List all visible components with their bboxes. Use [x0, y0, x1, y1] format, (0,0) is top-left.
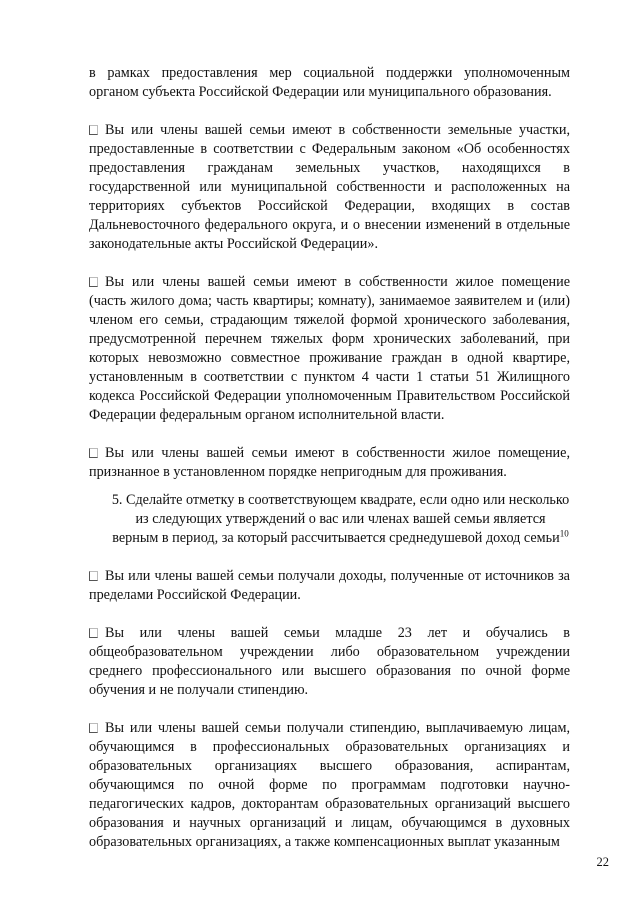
checkbox-item-unfit-housing [89, 444, 570, 482]
checkbox-icon[interactable] [89, 628, 98, 638]
checkbox-icon[interactable] [89, 723, 98, 733]
intro-paragraph: в рамках предоставления мер социальной поддержки уполномоченным органом субъекта Российской Федерации или муниципального образования. [89, 65, 570, 100]
footnote-reference[interactable]: 10 [559, 528, 569, 539]
checkbox-icon[interactable] [89, 277, 98, 287]
checkbox-item-residential-premises [89, 273, 570, 425]
checkbox-item-students-no-stipend [89, 624, 570, 700]
checkbox-item-land-plots [89, 121, 570, 254]
checkbox-icon[interactable] [89, 125, 98, 135]
checkbox-item-text: Вы или члены вашей семьи имеют в собственности жилое помещение (часть жилого дома; часть квартиры; комнату), занимаемое заявителем и (или) членом его семьи, страдающим тяжелой формой хронического заболевания, предусмотренной перечнем тяжелых форм хронических заболеваний, при которых невозможно совместное проживание граждан в одной квартире, установленным в соответствии с пунктом 4 части 1 статьи 51 Жилищного кодекса Российской Федерации уполномоченным Правительством Российской Федерации федеральным органом исполнительной власти. [89, 274, 570, 423]
checkbox-item-text: Вы или члены вашей семьи получали доходы, полученные от источников за пределами Российской Федерации. [89, 568, 570, 603]
checkbox-item-text: Вы или члены вашей семьи младше 23 лет и обучались в общеобразовательном учреждении либо образовательном учреждении среднего профессионального или высшего образования по очной форме обучения и не получали стипендию. [89, 625, 570, 698]
section-5-heading [89, 491, 570, 548]
checkbox-item-stipend [89, 719, 570, 852]
checkbox-item-foreign-income [89, 567, 570, 605]
checkbox-icon[interactable] [89, 448, 98, 458]
checkbox-item-text: Вы или члены вашей семьи имеют в собственности земельные участки, предоставленные в соответствии с Федеральным законом «Об особенностях предоставления гражданам земельных участков, находящихся в государственной или муниципальной собственности и расположенных на территориях субъектов Российской Федерации, входящих в состав Дальневосточного федерального округа, и о внесении изменений в отдельные законодательные акты Российской Федерации». [89, 122, 570, 252]
section-heading-text: 5. Сделайте отметку в соответствующем квадрате, если одно или несколько из следующих утверждений о вас или членах вашей семьи является верным в период, за который рассчитывается среднедушевой доход семьи [111, 492, 570, 546]
checkbox-item-text: Вы или члены вашей семьи имеют в собственности жилое помещение, признанное в установленном порядке непригодным для проживания. [89, 445, 570, 480]
checkbox-icon[interactable] [89, 571, 98, 581]
checkbox-item-text: Вы или члены вашей семьи получали стипендию, выплачиваемую лицам, обучающимся в профессиональных образовательных организациях и образовательных организациях высшего образования, аспирантам, обучающимся по очной форме по программам подготовки научно-педагогических кадров, докторантам образовательных организаций высшего образования и научных организаций и лицам, обучающимся в духовных образовательных организациях, а также компенсационных выплат указанным [89, 720, 570, 850]
page-number: 22 [596, 855, 609, 869]
